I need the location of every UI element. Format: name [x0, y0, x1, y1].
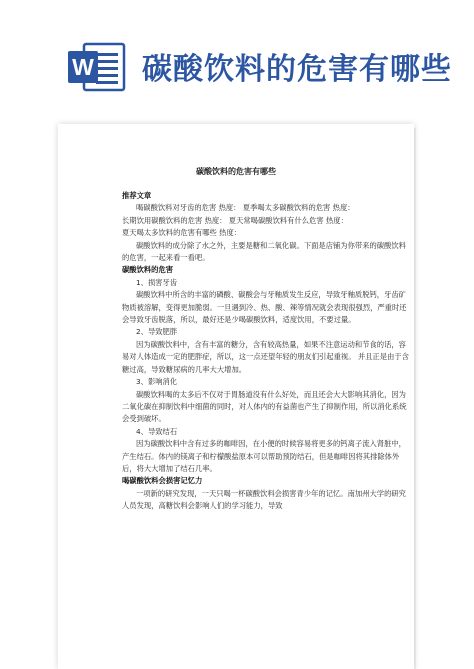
- paragraph: 夏天喝太多饮料的危害有哪些 热度：: [122, 228, 242, 238]
- document-title: 碳酸饮料的危害有哪些: [196, 167, 276, 176]
- paragraph: 因为碳酸饮料中，含有丰富的糖分，含有较高热量，如果不注意运动和节食的话，容易对人体造成一定的肥胖症，所以，这一点还望年轻的朋友们引起重视。 并且正是由于含糖过高，导致糖尿病的几率大大增加。: [122, 339, 409, 374]
- paragraph: 碳酸饮料中所含的丰富的磷酸、碳酸会与牙釉质发生反应，导致牙釉质脱钙，牙齿矿物质被溶解，变得更加脆弱。一旦遇到冷、热、酸、辣等情况就会表现很强烈，严重时还会导致牙齿脱落，所以，最好还是少喝碳酸饮料，适度饮用，不要过量。: [122, 290, 407, 325]
- paragraph: 喝碳酸饮料对牙齿的危害 热度： 夏季喝太多碳酸饮料的危害 热度：: [136, 203, 355, 213]
- document-page: [58, 124, 414, 669]
- paragraph: 一项新的研究发现，一天只喝一杯碳酸饮料会损害青少年的记忆。南加州大学的研究人员发现，高糖饮料会影响人们的学习能力，导致: [122, 488, 406, 511]
- paragraph: 因为碳酸饮料中含有过多的咖啡因，在小便的时候容易将更多的钙离子流入肾脏中，产生结石。体内的镁离子和柠檬酸盐原本可以帮助预防结石，但是咖啡因将其排除体外后，将大大增加了结石几率。: [122, 439, 406, 473]
- document-body: [122, 190, 410, 513]
- svg-text:W: W: [72, 54, 94, 80]
- paragraph: 碳酸饮料喝的太多后不仅对于胃肠道没有什么好处，而且还会大大影响其消化，因为二氧化碳在抑制饮料中细菌的同时，对人体内的有益菌也产生了抑制作用，所以消化系统会受到破坏。: [122, 389, 407, 424]
- section-heading: 碳酸饮料的危害: [122, 265, 174, 275]
- paragraph: 碳酸饮料的成分除了水之外，主要是糖和二氧化碳。下面是店铺为你带来的碳酸饮料的危害，一起来看一看吧。: [122, 240, 406, 263]
- list-heading: 4、导致结石: [136, 426, 178, 436]
- paragraph: 长期饮用碳酸饮料的危害 热度： 夏天常喝碳酸饮料有什么危害 热度：: [122, 215, 348, 225]
- list-heading: 3、影响消化: [136, 377, 178, 387]
- banner-title: 碳酸饮料的危害有哪些: [142, 52, 452, 87]
- list-heading: 2、导致肥胖: [136, 327, 178, 337]
- document-banner: [0, 0, 474, 112]
- list-heading: 1、损害牙齿: [136, 277, 178, 287]
- section-heading: 推荐文章: [122, 191, 152, 200]
- section-heading: 喝碳酸饮料会损害记忆力: [122, 476, 203, 486]
- word-icon: [66, 42, 128, 92]
